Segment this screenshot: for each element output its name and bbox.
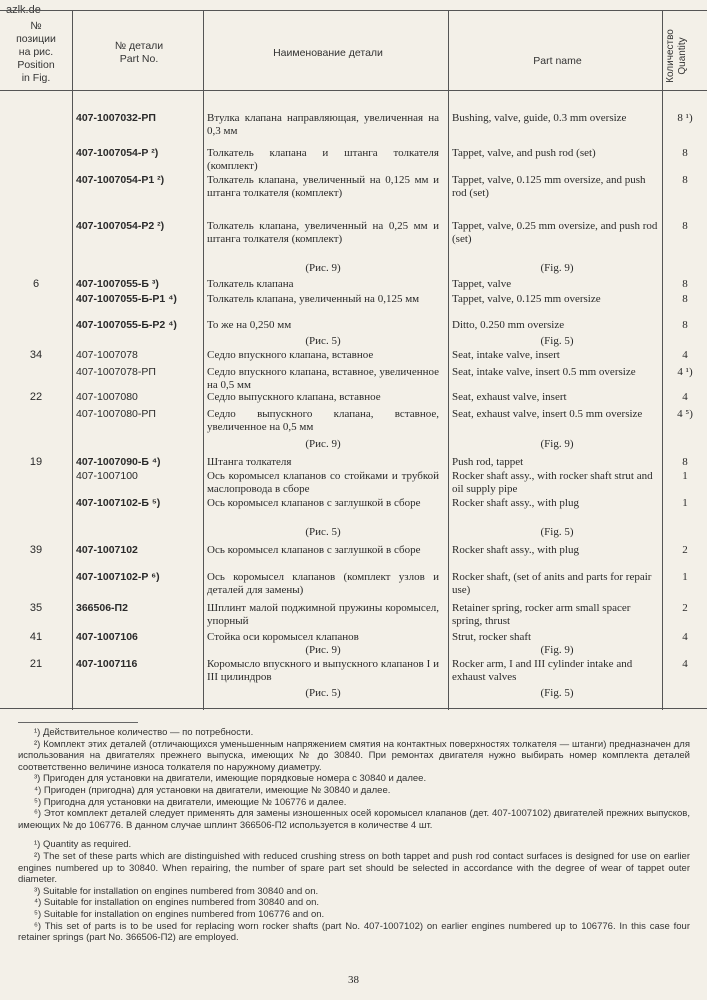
part-name-ru: Ось коромысел клапанов с заглушкой в сборе (207, 544, 421, 556)
watermark-text: azlk.de (6, 4, 41, 16)
part-name-ru: Ось коромысел клапанов (комплект узлов и деталей для замены) (207, 571, 439, 596)
part-name-ru: Седло впускного клапана, вставное, увеличенное на 0,5 мм (207, 366, 439, 391)
figure-ref-en: (Fig. 9) (540, 438, 574, 450)
part-name-en: Tappet, valve, 0.25 mm oversize, and push rod (set) (452, 220, 658, 245)
quantity-value: 4 (682, 658, 688, 670)
part-number: 366506-П2 (76, 602, 128, 614)
part-number: 407-1007102-Р ⁶) (76, 571, 160, 583)
quantity-value: 4 (682, 349, 688, 361)
part-name-en: Rocker arm, I and III cylinder intake and exhaust valves (452, 658, 633, 683)
part-name-en: Bushing, valve, guide, 0.3 mm oversize (452, 112, 627, 124)
header-name-en: Part name (533, 55, 582, 67)
part-number: 407-1007054-Р2 ²) (76, 220, 165, 232)
header-position-line: in Fig. (21, 72, 51, 84)
part-number: 407-1007102-Б ⁵) (76, 497, 161, 509)
footnote-en: ³) Suitable for installation on engines numbered from 30840 and on. (34, 885, 319, 897)
position-number: 22 (29, 391, 43, 403)
part-number: 407-1007032-РП (76, 112, 156, 124)
part-name-en: Tappet, valve, and push rod (set) (452, 147, 596, 159)
quantity-value: 8 (682, 456, 688, 468)
part-name-ru: Седло выпускного клапана, вставное, увеличенное на 0,5 мм (207, 408, 439, 433)
part-name-en: Rocker shaft assy., with rocker shaft strut and oil supply pipe (452, 470, 653, 495)
part-name-en: Retainer spring, rocker arm small spacer spring, thrust (452, 602, 631, 627)
part-number: 407-1007100 (76, 470, 138, 482)
part-number: 407-1007055-Б-Р1 ⁴) (76, 293, 177, 305)
quantity-value: 2 (682, 602, 688, 614)
part-name-ru: Коромысло впускного и выпускного клапанов I и III цилиндров (207, 658, 439, 683)
part-name-en: Seat, intake valve, insert 0.5 mm oversize (452, 366, 636, 378)
figure-ref-en: (Fig. 5) (540, 335, 574, 347)
part-name-ru: Толкатель клапана, увеличенный на 0,25 мм и штанга толкателя (комплект) (207, 220, 439, 245)
figure-ref-en: (Fig. 9) (540, 644, 574, 656)
header-position-line: позиции (16, 33, 56, 45)
header-name-ru: Наименование детали (273, 47, 383, 59)
figure-ref-en: (Fig. 5) (540, 526, 574, 538)
footnote-ru: ¹) Действительное количество — по потребности. (34, 727, 254, 738)
part-name-ru: Толкатель клапана, увеличенный на 0,125 мм (207, 293, 420, 305)
position-number: 19 (29, 456, 43, 468)
header-position-line: Position (17, 59, 55, 71)
figure-ref-ru: (Рис. 9) (305, 262, 341, 274)
quantity-value: 8 (682, 278, 688, 290)
part-name-ru: Ось коромысел клапанов со стойками и трубкой маслопровода в сборе (207, 470, 439, 495)
part-name-ru: Штанга толкателя (207, 456, 292, 468)
footnote-ru: ⁵) Пригодна для установки на двигатели, имеющие № 106776 и далее. (34, 796, 347, 808)
header-part-no-line: № детали (114, 40, 164, 52)
part-number: 407-1007102 (76, 544, 138, 556)
header-position-line: № (30, 20, 42, 32)
part-name-ru: Седло впускного клапана, вставное (207, 349, 374, 361)
part-name-ru: Толкатель клапана, увеличенный на 0,125 мм и штанга толкателя (комплект) (207, 174, 439, 199)
quantity-value: 4 ¹) (677, 366, 693, 378)
header-quantity-line: Количество (665, 29, 676, 83)
footnote-en: ¹) Quantity as required. (34, 839, 132, 851)
footnote-en: ⁶) This set of parts is to be used for replacing worn rocker shafts (part No. 407-1007102) on earlier engines numbered up to 106776. In this case four retainer springs (part No. 366506-П2) are employed. (18, 920, 690, 944)
figure-ref-en: (Fig. 9) (540, 262, 574, 274)
column-divider (72, 10, 73, 710)
part-name-ru: Седло выпускного клапана, вставное (207, 391, 381, 403)
part-number: 407-1007078-РП (76, 366, 156, 378)
table-bottom-rule (0, 708, 707, 709)
column-divider (662, 10, 663, 710)
quantity-value: 1 (682, 497, 688, 509)
part-name-en: Tappet, valve (452, 278, 512, 290)
quantity-value: 8 (682, 319, 688, 331)
quantity-value: 1 (682, 470, 688, 482)
quantity-value: 1 (682, 571, 688, 583)
figure-ref-ru: (Рис. 9) (305, 438, 341, 450)
figure-ref-ru: (Рис. 9) (305, 644, 341, 656)
part-name-en: Seat, intake valve, insert (452, 349, 560, 361)
header-rule (0, 90, 707, 91)
footnote-ru: ²) Комплект этих деталей (отличающихся уменьшенным напряжением смятия на контактных поверхностях толкателя — штанги) предназначен для использования на двигателях прежнего выпуска, имеющих № до 30840. При ремонтах двигателя нужно выбирать номер комплекта деталей соответственно величине износа толкателя по наружному диаметру. (18, 738, 690, 773)
quantity-value: 8 (682, 147, 688, 159)
part-name-en: Rocker shaft assy., with plug (452, 497, 579, 509)
figure-ref-ru: (Рис. 5) (305, 687, 341, 699)
header-quantity (665, 26, 688, 86)
footnote-rule (18, 722, 138, 723)
part-number: 407-1007116 (76, 658, 138, 670)
quantity-value: 4 ⁵) (677, 408, 693, 420)
part-name-en: Tappet, valve, 0.125 mm oversize (452, 293, 601, 305)
position-number: 41 (29, 631, 43, 643)
part-name-ru: Шплинт малой поджимной пружины коромысел, упорный (207, 602, 439, 627)
part-number: 407-1007054-Р ²) (76, 147, 159, 159)
part-number: 407-1007055-Б-Р2 ⁴) (76, 319, 177, 331)
footnotes (18, 722, 690, 944)
part-number: 407-1007055-Б ³) (76, 278, 159, 290)
quantity-value: 8 ¹) (677, 112, 693, 124)
header-quantity-line: Quantity (677, 37, 688, 75)
part-name-ru: Стойка оси коромысел клапанов (207, 631, 359, 643)
position-number: 34 (29, 349, 43, 361)
part-name-en: Push rod, tappet (452, 456, 524, 468)
part-name-ru: Втулка клапана направляющая, увеличенная на 0,3 мм (207, 112, 439, 137)
part-number: 407-1007054-Р1 ²) (76, 174, 165, 186)
part-name-ru: Ось коромысел клапанов с заглушкой в сборе (207, 497, 421, 509)
position-number: 35 (29, 602, 43, 614)
part-name-en: Strut, rocker shaft (452, 631, 532, 643)
part-name-ru: Толкатель клапана (207, 278, 294, 290)
quantity-value: 4 (682, 391, 688, 403)
header-position-line: на рис. (18, 46, 54, 58)
part-name-en: Rocker shaft, (set of anits and parts for repair use) (452, 571, 652, 596)
footnote-en: ⁴) Suitable for installation on engines numbered from 30840 and on. (34, 897, 320, 909)
quantity-value: 2 (682, 544, 688, 556)
quantity-value: 8 (682, 293, 688, 305)
quantity-value: 8 (682, 220, 688, 232)
part-name-en: Rocker shaft assy., with plug (452, 544, 579, 556)
part-name-en: Ditto, 0.250 mm oversize (452, 319, 565, 331)
header-part-no (74, 40, 204, 66)
part-name-ru: Толкатель клапана и штанга толкателя (комплект) (207, 147, 439, 172)
footnote-en: ⁵) Suitable for installation on engines numbered from 106776 and on. (34, 908, 325, 920)
part-number: 407-1007078 (76, 349, 138, 361)
figure-ref-en: (Fig. 5) (540, 687, 574, 699)
parts-table (0, 10, 707, 710)
footnote-en: ²) The set of these parts which are distinguished with reduced crushing stress on both tappet and push rod contact surfaces is designed for use on earlier engines numbered up to 30840. When repairing, the number of spare part set should be selected in accordance with the degree of wear of tappet outer diameter. (18, 850, 690, 886)
part-number: 407-1007106 (76, 631, 138, 643)
part-name-en: Seat, exhaust valve, insert (452, 391, 567, 403)
footnote-ru: ⁶) Этот комплект деталей следует применять для замены изношенных осей коромысел клапанов (дет. 407-1007102) двигателей прежних выпусков, имеющих № до 106776. В данном случае шплинт 366506-П2 используется в количестве 4 шт. (18, 808, 690, 831)
table-top-rule (0, 10, 707, 11)
part-name-en: Seat, exhaust valve, insert 0.5 mm oversize (452, 408, 643, 420)
position-number: 39 (29, 544, 43, 556)
part-number: 407-1007080 (76, 391, 138, 403)
quantity-value: 8 (682, 174, 688, 186)
column-divider (448, 10, 449, 710)
header-position (0, 20, 72, 85)
footnote-ru: ⁴) Пригоден (пригодна) для установки на двигатели, имеющие № 30840 и далее. (34, 784, 391, 796)
footnote-ru: ³) Пригоден для установки на двигатели, имеющие порядковые номера с 30840 и далее. (34, 773, 427, 785)
part-number: 407-1007090-Б ⁴) (76, 456, 161, 468)
figure-ref-ru: (Рис. 5) (305, 526, 341, 538)
part-name-ru: То же на 0,250 мм (207, 319, 292, 331)
part-name-en: Tappet, valve, 0.125 mm oversize, and push rod (set) (452, 174, 646, 199)
header-part-no-line: Part No. (119, 53, 159, 65)
quantity-value: 4 (682, 631, 688, 643)
part-number: 407-1007080-РП (76, 408, 156, 420)
figure-ref-ru: (Рис. 5) (305, 335, 341, 347)
position-number: 21 (29, 658, 43, 670)
position-number: 6 (32, 278, 40, 290)
page-number: 38 (348, 974, 359, 986)
